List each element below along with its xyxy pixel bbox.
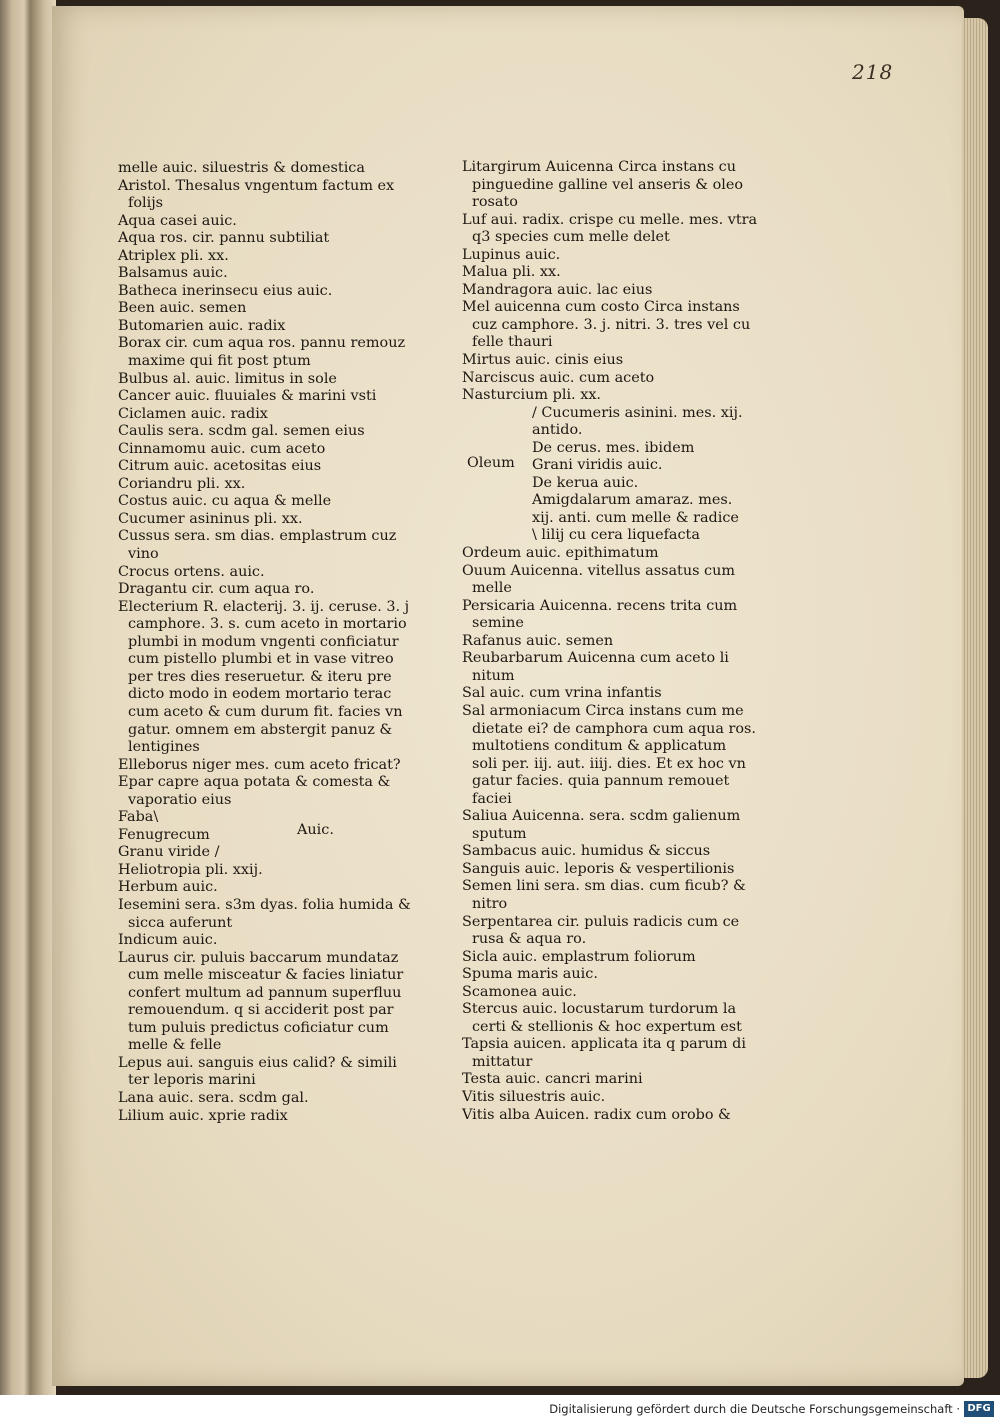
text-line: Ciclamen auic. radix <box>118 405 268 422</box>
text-line: q3 species cum melle delet <box>472 229 670 246</box>
oleum-bracket-label: Oleum <box>467 455 515 471</box>
text-line: Grani viridis auic. <box>532 457 663 474</box>
text-line: Aqua ros. cir. pannu subtiliat <box>118 230 330 247</box>
text-line: Aristol. Thesalus vngentum factum ex <box>118 177 395 194</box>
text-line: antido. <box>532 422 583 439</box>
text-line: vaporatio eius <box>128 791 232 808</box>
text-line: sicca auferunt <box>128 914 233 931</box>
text-line: sputum <box>472 825 527 842</box>
text-line: Dragantu cir. cum aqua ro. <box>118 581 315 598</box>
text-line: tum puluis predictus coficiatur cum <box>128 1019 389 1036</box>
text-line: confert multum ad pannum superfluu <box>128 984 402 1001</box>
text-line: certi & stellionis & hoc expertum est <box>472 1018 742 1035</box>
text-line: Lana auic. sera. scdm gal. <box>118 1089 309 1106</box>
text-line: cuz camphore. 3. j. nitri. 3. tres vel cu <box>472 316 751 333</box>
text-line: xij. anti. cum melle & radice <box>532 509 739 526</box>
text-line: Mel auicenna cum costo Circa instans <box>462 299 740 316</box>
text-line: Sal auic. cum vrina infantis <box>462 685 662 702</box>
text-line: Butomarien auic. radix <box>118 317 286 334</box>
text-line: Heliotropia pli. xxij. <box>118 861 263 878</box>
text-line: / Cucumeris asinini. mes. xij. <box>532 404 743 421</box>
text-line: Mandragora auic. lac eius <box>462 281 653 298</box>
text-line: Sicla auic. emplastrum foliorum <box>462 948 696 965</box>
text-line: cum melle misceatur & facies liniatur <box>128 967 404 984</box>
text-line: Reubarbarum Auicenna cum aceto li <box>462 650 729 667</box>
folio-number: 218 <box>852 60 894 84</box>
text-line: pinguedine galline vel anseris & oleo <box>472 176 744 193</box>
text-line: De kerua auic. <box>532 474 639 491</box>
text-line: maxime qui fit post ptum <box>128 353 311 370</box>
text-line: Crocus ortens. auic. <box>118 563 265 580</box>
text-line: Lupinus auic. <box>462 246 561 263</box>
text-line: Granu viride / <box>118 844 220 861</box>
text-line: \ lilij cu cera liquefacta <box>532 527 700 544</box>
text-line: per tres dies reseruetur. & iteru pre <box>128 668 392 685</box>
auic-bracket-label: Auic. <box>297 822 334 838</box>
text-line: Citrum auic. acetositas eius <box>118 458 322 475</box>
text-line: remouendum. q si acciderit post par <box>128 1002 394 1019</box>
text-line: Fenugrecum <box>118 826 210 843</box>
text-line: Cussus sera. sm dias. emplastrum cuz <box>118 528 397 545</box>
text-line: vino <box>128 546 159 563</box>
page-edges <box>962 18 988 1378</box>
text-line: soli per. iij. aut. iiij. dies. Et ex hoc vn <box>472 755 746 772</box>
funding-credit: Digitalisierung gefördert durch die Deutsche Forschungsgemeinschaft · <box>549 1402 960 1416</box>
text-line: nitro <box>472 895 508 912</box>
left-facing-page <box>0 0 32 1395</box>
text-line: Cinnamomu auic. cum aceto <box>118 440 326 457</box>
text-line: cum aceto & cum durum fit. facies vn <box>128 703 403 720</box>
text-line: Vitis alba Auicen. radix cum orobo & <box>462 1106 731 1123</box>
text-line: Luf aui. radix. crispe cu melle. mes. vtra <box>462 211 758 228</box>
text-line: Saliua Auicenna. sera. scdm galienum <box>462 808 741 825</box>
text-line: Malua pli. xx. <box>462 264 561 281</box>
text-line: Laurus cir. puluis baccarum mundataz <box>118 949 399 966</box>
text-line: melle & felle <box>128 1037 222 1054</box>
text-line: Atriplex pli. xx. <box>118 247 229 264</box>
text-line: Aqua casei auic. <box>118 212 237 229</box>
text-line: Batheca inerinsecu eius auic. <box>118 282 333 299</box>
text-line: De cerus. mes. ibidem <box>532 439 695 456</box>
right-text-column <box>462 159 758 1124</box>
text-line: Narciscus auic. cum aceto <box>462 369 655 386</box>
text-line: Mirtus auic. cinis eius <box>462 352 624 369</box>
text-line: Herbum auic. <box>118 879 218 896</box>
text-line: Ordeum auic. epithimatum <box>462 545 659 562</box>
text-line: Coriandru pli. xx. <box>118 475 246 492</box>
text-line: dietate ei? de camphora cum aqua ros. <box>472 720 757 737</box>
text-line: Litargirum Auicenna Circa instans cu <box>462 159 736 175</box>
text-line: rosato <box>472 194 518 211</box>
text-line: faciei <box>472 790 512 807</box>
text-line: Cucumer asininus pli. xx. <box>118 510 303 527</box>
text-line: Iesemini sera. s3m dyas. folia humida & <box>118 896 411 913</box>
text-line: lentigines <box>128 739 200 756</box>
text-line: camphore. 3. s. cum aceto in mortario <box>128 616 407 633</box>
text-line: Persicaria Auicenna. recens trita cum <box>462 597 738 614</box>
text-line: Been auic. semen <box>118 300 247 317</box>
text-line: Scamonea auic. <box>462 983 577 1000</box>
text-line: Nasturcium pli. xx. <box>462 387 602 404</box>
text-line: Tapsia auicen. applicata ita q parum di <box>462 1036 746 1053</box>
text-line: Costus auic. cu aqua & melle <box>118 493 332 510</box>
text-line: Faba\ <box>118 809 159 826</box>
text-line: Rafanus auic. semen <box>462 632 614 649</box>
text-line: Borax cir. cum aqua ros. pannu remouz <box>118 335 406 352</box>
text-line: Amigdalarum amaraz. mes. <box>532 492 733 509</box>
text-line: Balsamus auic. <box>118 265 228 282</box>
text-line: Elleborus niger mes. cum aceto fricat? <box>118 756 401 773</box>
text-line: melle <box>472 580 512 597</box>
text-line: dicto modo in eodem mortario terac <box>128 686 392 703</box>
text-line: Epar capre aqua potata & comesta & <box>118 774 391 791</box>
text-line: multotiens conditum & applicatum <box>472 738 727 755</box>
text-line: ter leporis marini <box>128 1072 256 1089</box>
text-line: felle thauri <box>472 334 553 351</box>
text-line: plumbi in modum vngenti conficiatur <box>128 633 399 650</box>
text-line: semine <box>472 615 524 632</box>
text-line: Indicum auic. <box>118 932 218 949</box>
text-line: Caulis sera. scdm gal. semen eius <box>118 423 365 440</box>
text-line: Bulbus al. auic. limitus in sole <box>118 370 337 387</box>
text-line: Sanguis auic. leporis & vespertilionis <box>462 860 735 877</box>
footer-bar <box>0 1395 1000 1424</box>
text-line: melle auic. siluestris & domestica <box>118 160 365 176</box>
left-text-column <box>118 160 418 1125</box>
text-line: Testa auic. cancri marini <box>462 1071 643 1088</box>
text-line: Lilium auic. xprie radix <box>118 1107 288 1124</box>
text-line: folijs <box>128 195 164 212</box>
text-line: Sambacus auic. humidus & siccus <box>462 843 711 860</box>
text-line: Electerium R. elacterij. 3. ij. ceruse. 3. j <box>118 598 410 615</box>
text-line: cum pistello plumbi et in vase vitreo <box>128 651 394 668</box>
text-line: Sal armoniacum Circa instans cum me <box>462 702 744 719</box>
text-line: Spuma maris auic. <box>462 966 598 983</box>
text-line: rusa & aqua ro. <box>472 931 587 948</box>
text-line: mittatur <box>472 1053 533 1070</box>
text-line: Semen lini sera. sm dias. cum ficub? & <box>462 878 746 895</box>
text-line: Serpentarea cir. puluis radicis cum ce <box>462 913 740 930</box>
text-line: Stercus auic. locustarum turdorum la <box>462 1001 737 1018</box>
text-line: Lepus aui. sanguis eius calid? & simili <box>118 1054 397 1071</box>
dfg-logo-icon: DFG <box>964 1401 994 1417</box>
text-line: gatur facies. quia pannum remouet <box>472 773 730 790</box>
text-line: Vitis siluestris auic. <box>462 1088 606 1105</box>
text-line: Cancer auic. fluuiales & marini vsti <box>118 388 377 405</box>
text-line: Ouum Auicenna. vitellus assatus cum <box>462 562 736 579</box>
text-line: nitum <box>472 667 515 684</box>
text-line: gatur. omnem em abstergit panuz & <box>128 721 393 738</box>
